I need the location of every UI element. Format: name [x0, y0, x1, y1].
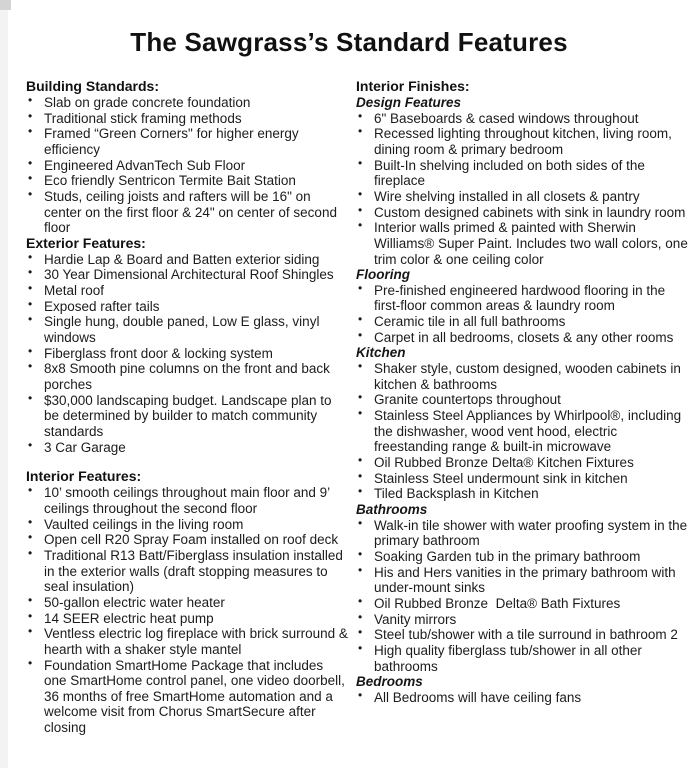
section-heading: Building Standards: [26, 78, 159, 94]
bullet-list [356, 108, 692, 268]
list-item-text: 8x8 Smooth pine columns on the front and back porches [44, 361, 334, 393]
bullet-icon: • [358, 687, 363, 702]
list-item-text: 30 Year Dimensional Architectural Roof Shingles [44, 267, 334, 283]
bullet-icon: • [358, 562, 363, 577]
list-item [26, 186, 348, 236]
left-column [26, 79, 356, 736]
subsection-heading: Design Features [356, 94, 462, 110]
list-item-text: High quality fiberglass tub/shower in all other bathrooms [374, 642, 646, 674]
bullet-icon: • [358, 593, 363, 608]
list-item [26, 267, 348, 283]
list-item-text: Walk-in tile shower with water proofing system in the primary bathroom [374, 517, 691, 549]
bullet-icon: • [28, 545, 33, 560]
list-item-text: All Bedrooms will have ceiling fans [374, 689, 582, 705]
bullet-icon: • [358, 312, 363, 327]
subsection-heading: Flooring [356, 267, 410, 283]
subsection-heading: Bedrooms [356, 674, 423, 690]
subsection-heading: Bathrooms [356, 502, 428, 518]
list-item [356, 155, 692, 189]
list-item-text: Interior walls primed & painted with Sherwin Williams® Super Paint. Includes two wall colors, one trim color & one ceiling color [374, 220, 692, 267]
bullet-icon: • [358, 280, 363, 295]
list-item [26, 314, 348, 345]
list-item-text: 14 SEER electric heat pump [44, 610, 214, 626]
list-item-text: 50-gallon electric water heater [44, 594, 225, 610]
list-item [356, 687, 692, 706]
list-item-text: Steel tub/shower with a tile surround in bathroom 2 [374, 627, 678, 643]
list-item-text: Stainless Steel Appliances by Whirlpool®, including the dishwasher, wood vent hood, electric freestanding range & built-in microwave [374, 408, 685, 455]
bullet-icon: • [28, 186, 33, 201]
list-item-text: Vaulted ceilings in the living room [44, 516, 244, 532]
list-item-text: Metal roof [44, 283, 105, 299]
bullet-icon: • [28, 514, 33, 529]
list-item-text: $30,000 landscaping budget. Landscape plan to be determined by builder to match community standards [44, 392, 336, 440]
list-item [356, 408, 692, 455]
bullet-icon: • [358, 609, 363, 624]
bullet-icon: • [28, 655, 33, 670]
list-item [26, 92, 348, 111]
list-item [356, 108, 692, 127]
list-item [356, 280, 692, 314]
bullet-icon: • [358, 202, 363, 217]
bullet-icon: • [28, 312, 33, 327]
list-item [356, 546, 692, 565]
list-item-text: Open cell R20 Spray Foam installed on roof deck [44, 532, 339, 548]
bullet-icon: • [358, 406, 363, 421]
bullet-icon: • [358, 484, 363, 499]
list-item-text: Studs, ceiling joists and rafters will be 16" on center on the first floor & 24" on center of second floor [44, 188, 341, 236]
bullet-list [26, 92, 348, 236]
list-item [356, 392, 692, 408]
list-item-text: Hardie Lap & Board and Batten exterior siding [44, 251, 320, 267]
bullet-icon: • [28, 530, 33, 545]
scan-artifact-left-edge [0, 0, 8, 768]
list-item [26, 624, 352, 657]
bullet-icon: • [28, 483, 33, 498]
section [26, 468, 352, 736]
bullet-list [356, 515, 692, 675]
list-item [26, 608, 348, 627]
list-item-text: Slab on grade concrete foundation [44, 94, 251, 110]
bullet-list [356, 687, 692, 706]
list-item [26, 437, 348, 456]
list-item [26, 155, 348, 174]
bullet-icon: • [28, 108, 33, 123]
list-item [356, 593, 692, 612]
list-item-text: Custom designed cabinets with sink in laundry room [374, 204, 686, 220]
list-item [356, 627, 692, 643]
list-item-text: Eco friendly Sentricon Termite Bait Station [44, 173, 296, 189]
bullet-icon: • [28, 359, 33, 374]
bullet-list [26, 483, 352, 736]
list-item-text: Foundation SmartHome Package that includes one SmartHome control panel, one video doorbell, 36 months of free SmartHome automation and a welcome visit from Chorus SmartSecure after closing [44, 657, 349, 736]
list-item-text: Stainless Steel undermount sink in kitchen [374, 470, 628, 486]
list-item-text: Soaking Garden tub in the primary bathroom [374, 548, 641, 564]
list-item-text: Pre-finished engineered hardwood flooring in the first-floor common areas & laundry room [374, 282, 669, 314]
list-item [26, 545, 348, 595]
list-item-text: Fiberglass front door & locking system [44, 345, 273, 361]
list-item-text: Granite countertops throughout [374, 392, 561, 408]
list-item-text: Single hung, double paned, Low E glass, vinyl windows [44, 314, 324, 346]
bullet-icon: • [28, 608, 33, 623]
bullet-icon: • [358, 546, 363, 561]
list-item [356, 640, 692, 674]
bullet-icon: • [28, 171, 33, 186]
bullet-icon: • [28, 437, 33, 452]
bullet-icon: • [358, 625, 363, 640]
list-item [356, 186, 692, 205]
bullet-icon: • [358, 453, 363, 468]
list-item [26, 592, 348, 611]
list-item [26, 655, 349, 736]
list-item [356, 327, 692, 346]
bullet-icon: • [358, 218, 363, 233]
list-item [26, 390, 348, 440]
bullet-icon: • [28, 624, 33, 639]
bullet-icon: • [358, 359, 363, 374]
bullet-icon: • [28, 343, 33, 358]
list-item-text: 3 Car Garage [44, 439, 126, 455]
subsection-heading: Kitchen [356, 345, 406, 361]
list-item [26, 126, 348, 157]
list-item-text: Recessed lighting throughout kitchen, living room, dining room & primary bedroom [374, 126, 676, 157]
section [26, 79, 348, 236]
list-item [356, 609, 692, 628]
bullet-icon: • [28, 124, 33, 139]
bullet-icon: • [28, 281, 33, 296]
section [356, 79, 692, 706]
bullet-icon: • [28, 592, 33, 607]
list-item [26, 173, 348, 189]
list-item-text: Tiled Backsplash in Kitchen [374, 486, 539, 502]
bullet-icon: • [358, 468, 363, 483]
list-item-text: 10’ smooth ceilings throughout main floor and 9’ ceilings throughout the second floor [44, 485, 334, 516]
list-item [26, 296, 348, 315]
bullet-icon: • [358, 327, 363, 342]
bullet-icon: • [358, 108, 363, 123]
bullet-icon: • [358, 124, 363, 139]
list-item-text: Shaker style, custom designed, wooden cabinets in kitchen & bathrooms [374, 361, 685, 392]
bullet-icon: • [358, 390, 363, 405]
right-column [356, 79, 692, 736]
list-item [26, 514, 348, 533]
section [26, 236, 348, 455]
bullet-list [26, 249, 348, 456]
list-item-text: Exposed rafter tails [44, 298, 160, 314]
bullet-icon: • [28, 249, 33, 264]
list-item-text: Engineered AdvanTech Sub Floor [44, 157, 246, 173]
bullet-icon: • [28, 265, 33, 280]
list-item-text: Carpet in all bedrooms, closets & any other rooms [374, 329, 674, 345]
list-item-text: Wire shelving installed in all closets & pantry [374, 188, 640, 204]
list-item-text: Oil Rubbed Bronze Delta® Kitchen Fixtures [374, 455, 634, 471]
scan-artifact-corner [0, 0, 11, 10]
bullet-icon: • [358, 515, 363, 530]
bullet-list [356, 280, 692, 346]
list-item [26, 532, 348, 548]
list-item [26, 249, 348, 268]
list-item [26, 485, 348, 516]
list-item [356, 562, 692, 596]
list-item [356, 361, 692, 392]
section-heading: Interior Finishes: [356, 78, 470, 94]
list-item-text: Ventless electric log fireplace with brick surround & hearth with a shaker style mantel [44, 626, 352, 657]
bullet-icon: • [358, 186, 363, 201]
section-heading: Interior Features: [26, 468, 142, 485]
bullet-icon: • [28, 390, 33, 405]
bullet-icon: • [28, 155, 33, 170]
bullet-list [356, 361, 692, 502]
list-item [26, 108, 348, 127]
list-item-text: 6" Baseboards & cased windows throughout [374, 110, 639, 126]
list-item-text: His and Hers vanities in the primary bathroom with under-mount sinks [374, 564, 680, 596]
list-item [26, 343, 348, 362]
list-item [356, 515, 692, 549]
bullet-icon: • [358, 640, 363, 655]
bullet-icon: • [28, 296, 33, 311]
list-item [356, 455, 692, 471]
list-item [356, 126, 692, 157]
list-item-text: Oil Rubbed Bronze Delta® Bath Fixtures [374, 595, 621, 611]
list-item [356, 468, 692, 487]
list-item [26, 361, 348, 392]
bullet-icon: • [28, 92, 33, 107]
page-title: The Sawgrass’s Standard Features [130, 27, 568, 57]
list-item [356, 202, 692, 221]
list-item [356, 220, 692, 267]
list-item [356, 314, 692, 330]
list-item [356, 486, 692, 502]
list-item-text: Built-In shelving included on both sides of the fireplace [374, 157, 649, 189]
section-heading: Exterior Features: [26, 234, 146, 251]
list-item-text: Traditional R13 Batt/Fiberglass insulation installed in the exterior walls (draft stopping measures to seal insulation) [44, 547, 347, 595]
list-item-text: Framed “Green Corners" for higher energy efficiency [44, 126, 303, 157]
two-column-layout [0, 79, 698, 736]
list-item-text: Vanity mirrors [374, 611, 457, 627]
bullet-icon: • [358, 155, 363, 170]
list-item [26, 283, 348, 299]
list-item-text: Traditional stick framing methods [44, 110, 242, 126]
list-item-text: Ceramic tile in all full bathrooms [374, 314, 566, 330]
